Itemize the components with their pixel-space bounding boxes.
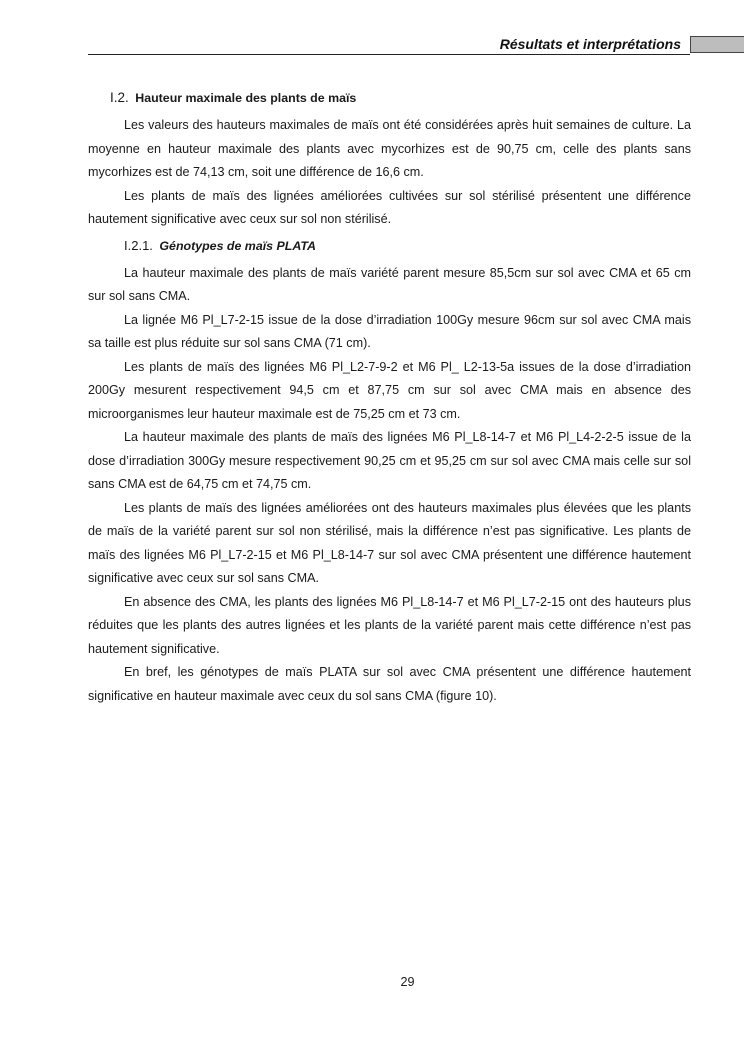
paragraph: La lignée M6 Pl_L7-2-15 issue de la dose d’irradiation 100Gy mesure 96cm sur sol avec CMA mais sa taille est plus réduite sur sol sans CMA (71 cm). [88, 312, 691, 350]
section-heading [110, 88, 691, 108]
paragraph: La hauteur maximale des plants de maïs des lignées M6 Pl_L8-14-7 et M6 Pl_L4-2-2-5 issue de la dose d’irradiation 300Gy mesure respectivement 90,25 cm et 95,25 cm sur sol avec CMA mais celle sur sol sans CMA est de 64,75 cm et 74,75 cm. [88, 430, 691, 491]
paragraph: Les plants de maïs des lignées améliorées ont des hauteurs maximales plus élevées que les plants de maïs de la variété parent sur sol non stérilisé, mais la différence n’est pas significative. Les plants de maïs des lignées M6 Pl_L7-2-15 et M6 Pl_L8-14-7 sur sol avec CMA présentent une différence hautement significative avec ceux sur sol sans CMA. [88, 500, 691, 585]
subsection-number: I.2.1. [124, 237, 153, 253]
page-number: 29 [400, 975, 415, 989]
header-tab-box [690, 36, 744, 53]
paragraph: Les valeurs des hauteurs maximales de maïs ont été considérées après huit semaines de culture. La moyenne en hauteur maximale des plants avec mycorhizes est de 90,75 cm, celle des plants sans mycorhizes est de 74,13 cm, soit une différence de 16,6 cm. [88, 118, 691, 179]
paragraph: En absence des CMA, les plants des lignées M6 Pl_L8-14-7 et M6 Pl_L7-2-15 ont des hauteurs plus réduites que les plants des autres lignées et les plants de la variété parent mais cette différence n’est pas hautement significative. [88, 594, 691, 656]
subsection-heading [124, 236, 691, 256]
paragraph: La hauteur maximale des plants de maïs variété parent mesure 85,5cm sur sol avec CMA et 65 cm sur sol sans CMA. [88, 265, 691, 303]
page-body [88, 88, 691, 708]
section-number: I.2. [110, 90, 129, 105]
paragraph: Les plants de maïs des lignées améliorées cultivées sur sol stérilisé présentent une différence hautement significative avec ceux sur sol non stérilisé. [88, 188, 691, 226]
subsection-title: Génotypes de maïs PLATA [159, 238, 316, 253]
header-rule [88, 54, 690, 55]
paragraph: En bref, les génotypes de maïs PLATA sur sol avec CMA présentent une différence hautement significative en hauteur maximale avec ceux du sol sans CMA (figure 10). [88, 665, 691, 703]
header-title: Résultats et interprétations [499, 36, 681, 52]
page-header [0, 34, 745, 56]
section-title: Hauteur maximale des plants de maïs [135, 91, 357, 105]
paragraph: Les plants de maïs des lignées M6 Pl_L2-7-9-2 et M6 Pl_ L2-13-5a issues de la dose d’irradiation 200Gy mesurent respectivement 94,5 cm et 87,75 cm sur sol avec CMA mais en absence des microorganismes leur hauteur maximale est de 75,25 cm et 73 cm. [88, 359, 691, 421]
